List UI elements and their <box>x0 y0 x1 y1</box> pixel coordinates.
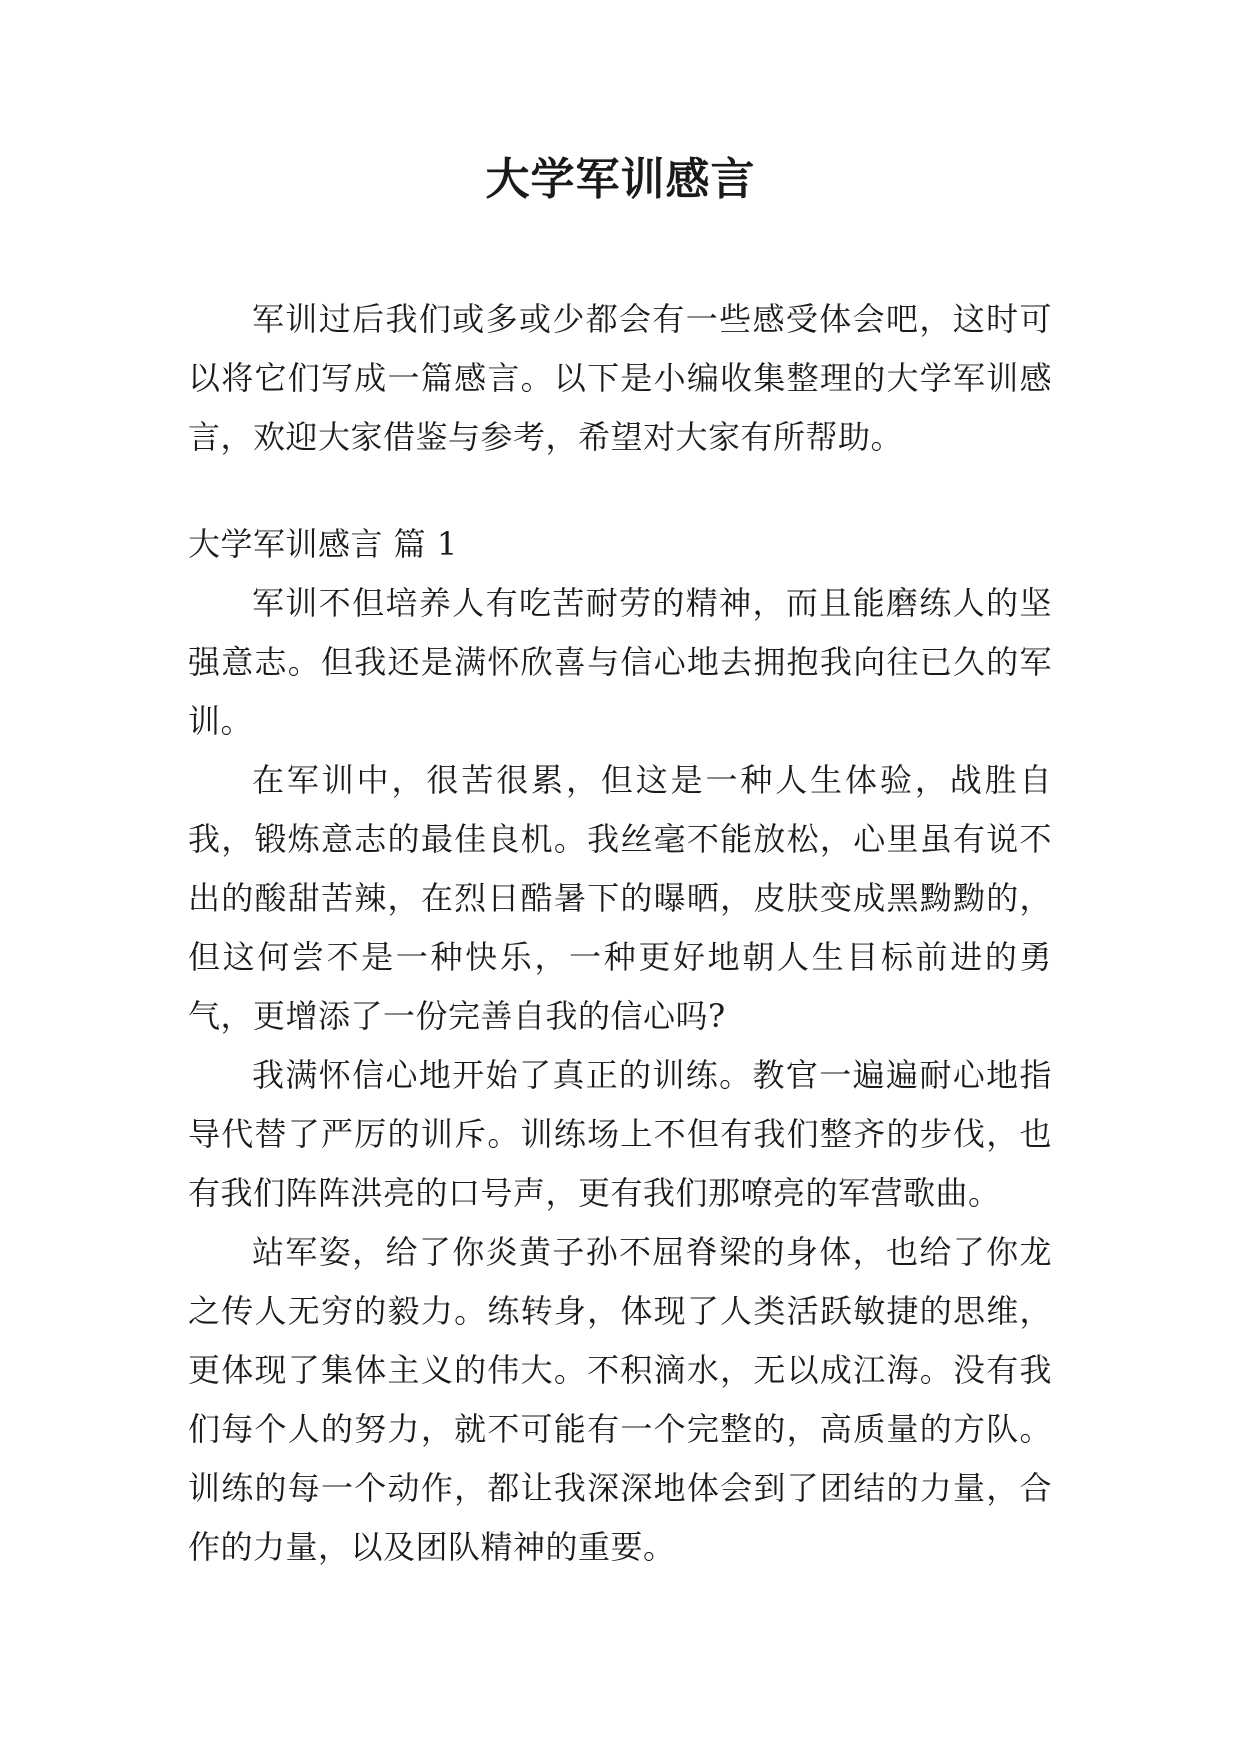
document-title: 大学军训感言 <box>485 154 756 205</box>
intro-paragraph: 军训过后我们或多或少都会有一些感受体会吧，这时可以将它们写成一篇感言。以下是小编收集整理的大学军训感言，欢迎大家借鉴与参考，希望对大家有所帮助。 <box>188 300 1052 456</box>
body-paragraph: 站军姿，给了你炎黄子孙不屈脊梁的身体，也给了你龙之传人无穷的毅力。练转身，体现了人类活跃敏捷的思维，更体现了集体主义的伟大。不积滴水，无以成江海。没有我们每个人的努力，就不可能有一个完整的，高质量的方队。训练的每一个动作，都让我深深地体会到了团结的力量，合作的力量，以及团队精神的重要。 <box>188 1233 1052 1566</box>
body-paragraph: 军训不但培养人有吃苦耐劳的精神，而且能磨练人的坚强意志。但我还是满怀欣喜与信心地去拥抱我向往已久的军训。 <box>188 584 1052 740</box>
document-body <box>188 290 1052 1577</box>
body-paragraph: 我满怀信心地开始了真正的训练。教官一遍遍耐心地指导代替了严厉的训斥。训练场上不但有我们整齐的步伐，也有我们阵阵洪亮的口号声，更有我们那嘹亮的军营歌曲。 <box>188 1056 1052 1212</box>
body-paragraph: 在军训中，很苦很累，但这是一种人生体验，战胜自我，锻炼意志的最佳良机。我丝毫不能放松，心里虽有说不出的酸甜苦辣，在烈日酷暑下的曝晒，皮肤变成黑黝黝的，但这何尝不是一种快乐，一种更好地朝人生目标前进的勇气，更增添了一份完善自我的信心吗? <box>188 761 1052 1035</box>
spacer <box>188 467 1052 515</box>
section-heading: 大学军训感言 篇 1 <box>188 525 458 563</box>
